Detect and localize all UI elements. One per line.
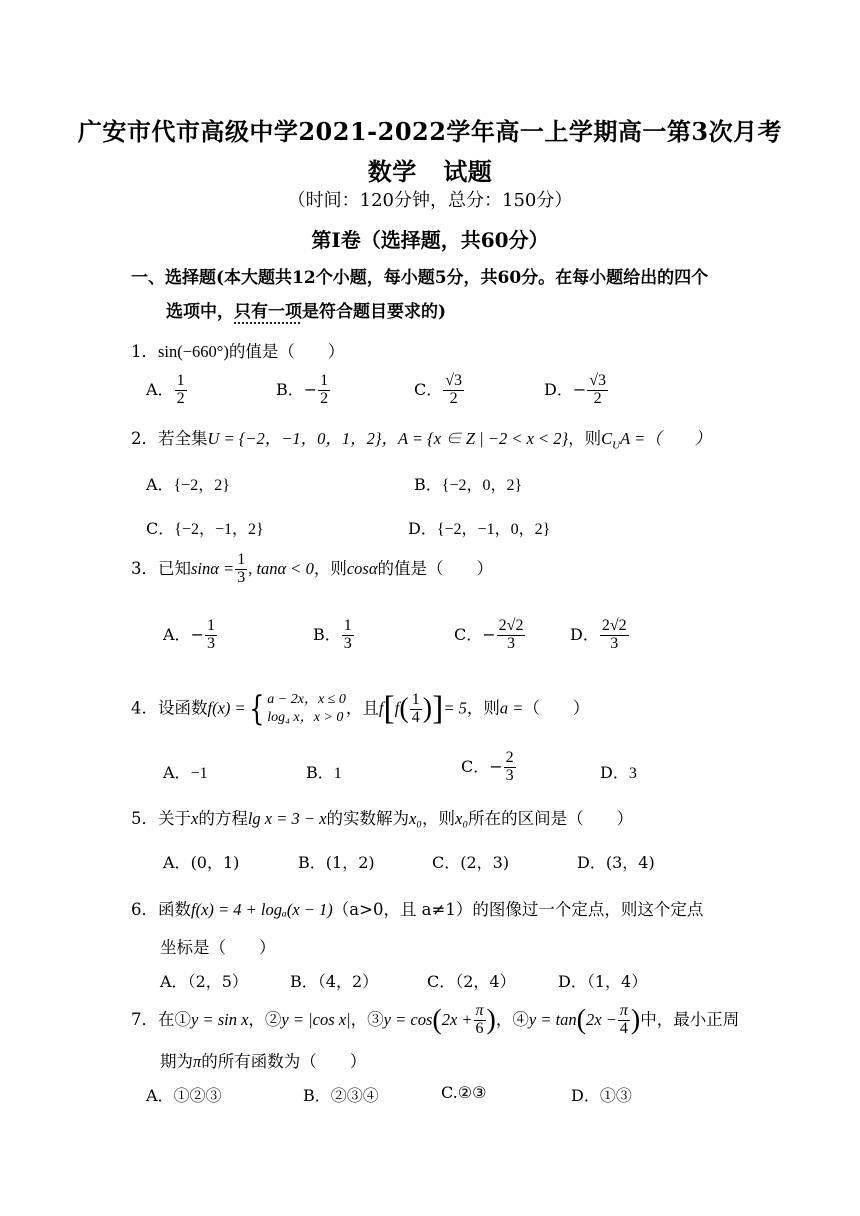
question-7-option-a[interactable]: A．①②③ xyxy=(146,1086,222,1105)
question-5-option-c[interactable]: C．(2，3) xyxy=(432,853,510,872)
question-4-option-d[interactable]: D．3 xyxy=(600,763,637,782)
question-2-stem: 2．若全集U = {−2，−1，0，1，2}，A = {x ∈ Z | −2 < x < 2}，则$C_UA$ =（ ） xyxy=(131,429,712,452)
question-3-option-d[interactable]: D． $\frac{2√2}{3}$ xyxy=(570,617,627,652)
question-1-option-a[interactable]: A． $\frac{1}{2}$ xyxy=(146,372,185,407)
question-3-option-c[interactable]: C．− $\frac{2√2}{3}$ xyxy=(454,617,524,652)
question-3-option-b[interactable]: B． $\frac{1}{3}$ xyxy=(313,617,352,652)
exam-title: 广安市代市高级中学2021-2022学年高一上学期高一第3次月考 xyxy=(77,117,783,146)
question-5-option-b[interactable]: B．(1，2) xyxy=(298,853,375,872)
question-6-stem-line2: 坐标是（ ） xyxy=(160,938,276,957)
question-2-option-a[interactable]: A．{−2，2} xyxy=(146,475,230,494)
question-1-option-d[interactable]: D．− $\frac{√3}{2}$ xyxy=(544,372,607,407)
question-2-option-d[interactable]: D．{−2，−1，0，2} xyxy=(408,519,551,538)
question-6-option-b[interactable]: B．（4，2） xyxy=(290,972,379,991)
question-7-option-b[interactable]: B．②③④ xyxy=(303,1086,379,1105)
exam-time-score: （时间：120分钟，总分：150分） xyxy=(287,190,573,211)
question-7-stem-line2: 期为π的所有函数为（ ） xyxy=(160,1052,367,1071)
question-1-option-b[interactable]: B．− $\frac{1}{2}$ xyxy=(276,372,329,407)
question-7-option-d[interactable]: D．①③ xyxy=(571,1086,632,1105)
emphasis-text: 只有一项 xyxy=(234,302,302,322)
question-6-option-d[interactable]: D．（1，4） xyxy=(558,972,648,991)
question-4-option-b[interactable]: B．1 xyxy=(306,763,342,782)
section-heading: 第Ⅰ卷（选择题，共60分） xyxy=(311,228,549,252)
question-7-stem: 7．在①y = sin x，②y = |cos x|，③y = cos(2x + $\frac{\pi}{6}$ )，④y = tan(2x − $\frac{\pi}{4}$ )中，最小正周 xyxy=(131,1002,740,1037)
part-instruction-line1: 一、选择题(本大题共12个小题，每小题5分，共60分。在每小题给出的四个 xyxy=(131,268,709,288)
question-1-option-c[interactable]: C． $\frac{√3}{2}$ xyxy=(414,372,463,407)
question-3-stem: 3．已知sinα = $\frac{1}{3}$ , tanα < 0，则cosα的值是（ ） xyxy=(131,551,493,586)
question-2-option-b[interactable]: B．{−2，0，2} xyxy=(414,475,523,494)
question-3-option-a[interactable]: A．− $\frac{1}{3}$ xyxy=(163,617,215,652)
question-6-option-c[interactable]: C．（2，4） xyxy=(427,972,516,991)
question-2-option-c[interactable]: C．{−2，−1，2} xyxy=(146,519,264,538)
question-5-option-d[interactable]: D．(3，4) xyxy=(577,853,655,872)
question-5-option-a[interactable]: A．(0，1) xyxy=(163,853,240,872)
question-6-stem: 6．函数f(x) = 4 + logₐ(x − 1)（a>0，且 a≠1）的图像过一个定点，则这个定点 xyxy=(131,900,704,919)
question-5-stem: 5．关于x的方程lg x = 3 − x的实数解为x₀，则x₀所在的区间是（ ） xyxy=(131,809,634,828)
question-4-option-c[interactable]: C．− $\frac{2}{3}$ xyxy=(461,749,514,784)
question-4-option-a[interactable]: A．−1 xyxy=(163,763,208,782)
question-1-stem: 1．sin(−660°)的值是（ ） xyxy=(131,342,345,361)
exam-subject: 数学 试题 xyxy=(367,157,493,186)
part-instruction-line2: 选项中，只有一项是符合题目要求的) xyxy=(166,302,447,322)
question-7-option-c[interactable]: C.②③ xyxy=(441,1083,487,1102)
question-6-option-a[interactable]: A．（2，5） xyxy=(160,972,248,991)
question-4-stem: 4．设函数f(x) ={ a − 2x，x ≤ 0 log₄ x，x > 0 ，且f[f( $\frac{1}{4}$ )]= 5，则a =（ ） xyxy=(131,689,590,729)
